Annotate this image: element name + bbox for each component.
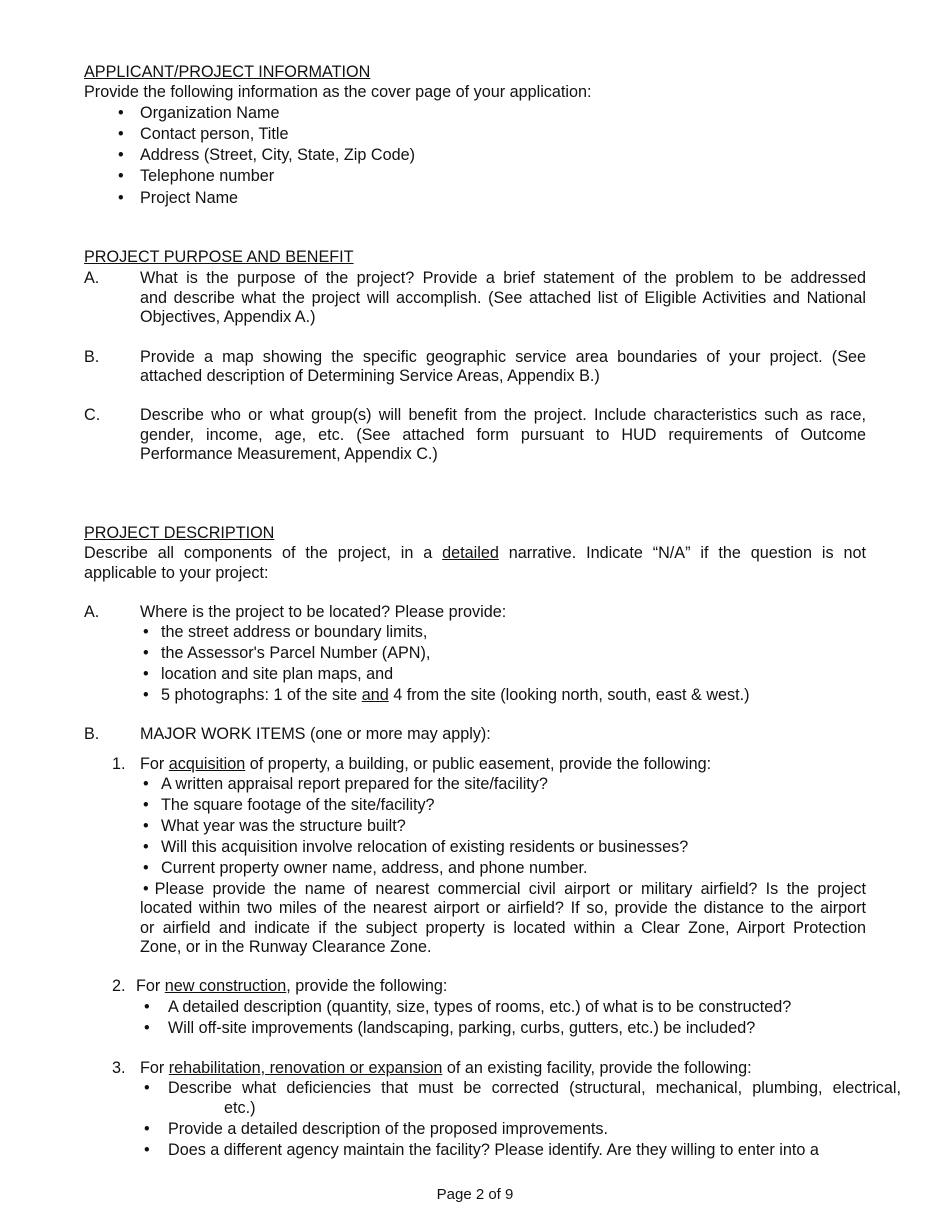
applicant-intro: Provide the following information as the cover page of your application: — [84, 83, 592, 101]
rehab-number: 3. — [112, 1059, 126, 1077]
acquisition-number: 1. — [112, 755, 126, 773]
applicant-heading: APPLICANT/PROJECT INFORMATION — [84, 63, 371, 81]
list-item: • The square footage of the site/facility? — [161, 795, 435, 815]
purpose-b-text: attached description of Determining Service Areas, Appendix B.) — [140, 367, 600, 385]
rehab-heading: For rehabilitation, renovation or expansion of an existing facility, provide the following: — [140, 1059, 752, 1077]
airport-question: located within two miles of the nearest airport or airfield? If so, provide the distance to the airport — [140, 899, 866, 917]
description-heading: PROJECT DESCRIPTION — [84, 524, 275, 542]
list-item: • Telephone number — [140, 166, 274, 186]
acquisition-heading: For acquisition of property, a building, or public easement, provide the following: — [140, 755, 712, 773]
list-item: • Provide a detailed description of the proposed improvements. — [168, 1119, 608, 1139]
description-b-label: B. — [84, 725, 100, 743]
purpose-c-text: Performance Measurement, Appendix C.) — [140, 445, 438, 463]
airport-question: Zone, or in the Runway Clearance Zone. — [140, 938, 432, 956]
list-item: • the Assessor's Parcel Number (APN), — [161, 643, 430, 663]
description-b-text: MAJOR WORK ITEMS (one or more may apply): — [140, 725, 491, 743]
list-item: • Does a different agency maintain the facility? Please identify. Are they willing to enter into a — [168, 1140, 819, 1160]
description-intro: Describe all components of the project, in a detailed narrative. Indicate “N/A” if the question is not — [84, 544, 866, 562]
list-item: • Current property owner name, address, and phone number. — [161, 858, 588, 878]
page-number: Page 2 of 9 — [436, 1186, 514, 1203]
list-item: • Will off-site improvements (landscaping, parking, curbs, gutters, etc.) be included? — [168, 1018, 755, 1038]
list-item: • What year was the structure built? — [161, 816, 406, 836]
list-item: • 5 photographs: 1 of the site and 4 from the site (looking north, south, east & west.) — [161, 685, 750, 705]
airport-question: or airfield and indicate if the subject property is located within a Clear Zone, Airport Protection — [140, 919, 866, 937]
list-item: • location and site plan maps, and — [161, 664, 393, 684]
new-construction-heading: For new construction, provide the following: — [136, 977, 448, 995]
new-construction-number: 2. — [112, 977, 126, 995]
airport-question: • Please provide the name of nearest commercial civil airport or military airfield? Is the project — [143, 879, 866, 899]
purpose-heading: PROJECT PURPOSE AND BENEFIT — [84, 248, 354, 266]
description-a-label: A. — [84, 603, 100, 621]
purpose-b-text: Provide a map showing the specific geographic service area boundaries of your project. (See — [140, 348, 866, 366]
list-item: • A written appraisal report prepared for the site/facility? — [161, 774, 548, 794]
purpose-c-label: C. — [84, 406, 101, 424]
description-a-text: Where is the project to be located? Please provide: — [140, 603, 507, 621]
list-item: • Address (Street, City, State, Zip Code) — [140, 145, 415, 165]
purpose-c-text: Describe who or what group(s) will benefit from the project. Include characteristics such as race, — [140, 406, 866, 424]
purpose-a-text: What is the purpose of the project? Provide a brief statement of the problem to be addressed — [140, 269, 866, 287]
purpose-a-text: and describe what the project will accomplish. (See attached list of Eligible Activities and National — [140, 289, 866, 307]
list-item-continuation: etc.) — [224, 1099, 256, 1117]
description-intro: applicable to your project: — [84, 564, 269, 582]
list-item: • A detailed description (quantity, size, types of rooms, etc.) of what is to be constructed? — [168, 997, 791, 1017]
list-item: • the street address or boundary limits, — [161, 622, 427, 642]
purpose-c-text: gender, income, age, etc. (See attached form pursuant to HUD requirements of Outcome — [140, 426, 866, 444]
list-item: • Contact person, Title — [140, 124, 288, 144]
list-item: • Project Name — [140, 188, 238, 208]
purpose-a-label: A. — [84, 269, 100, 287]
purpose-a-text: Objectives, Appendix A.) — [140, 308, 316, 326]
list-item: • Describe what deficiencies that must be corrected (structural, mechanical, plumbing, electrical, — [168, 1078, 901, 1098]
list-item: • Organization Name — [140, 103, 279, 123]
list-item: • Will this acquisition involve relocation of existing residents or businesses? — [161, 837, 688, 857]
purpose-b-label: B. — [84, 348, 100, 366]
